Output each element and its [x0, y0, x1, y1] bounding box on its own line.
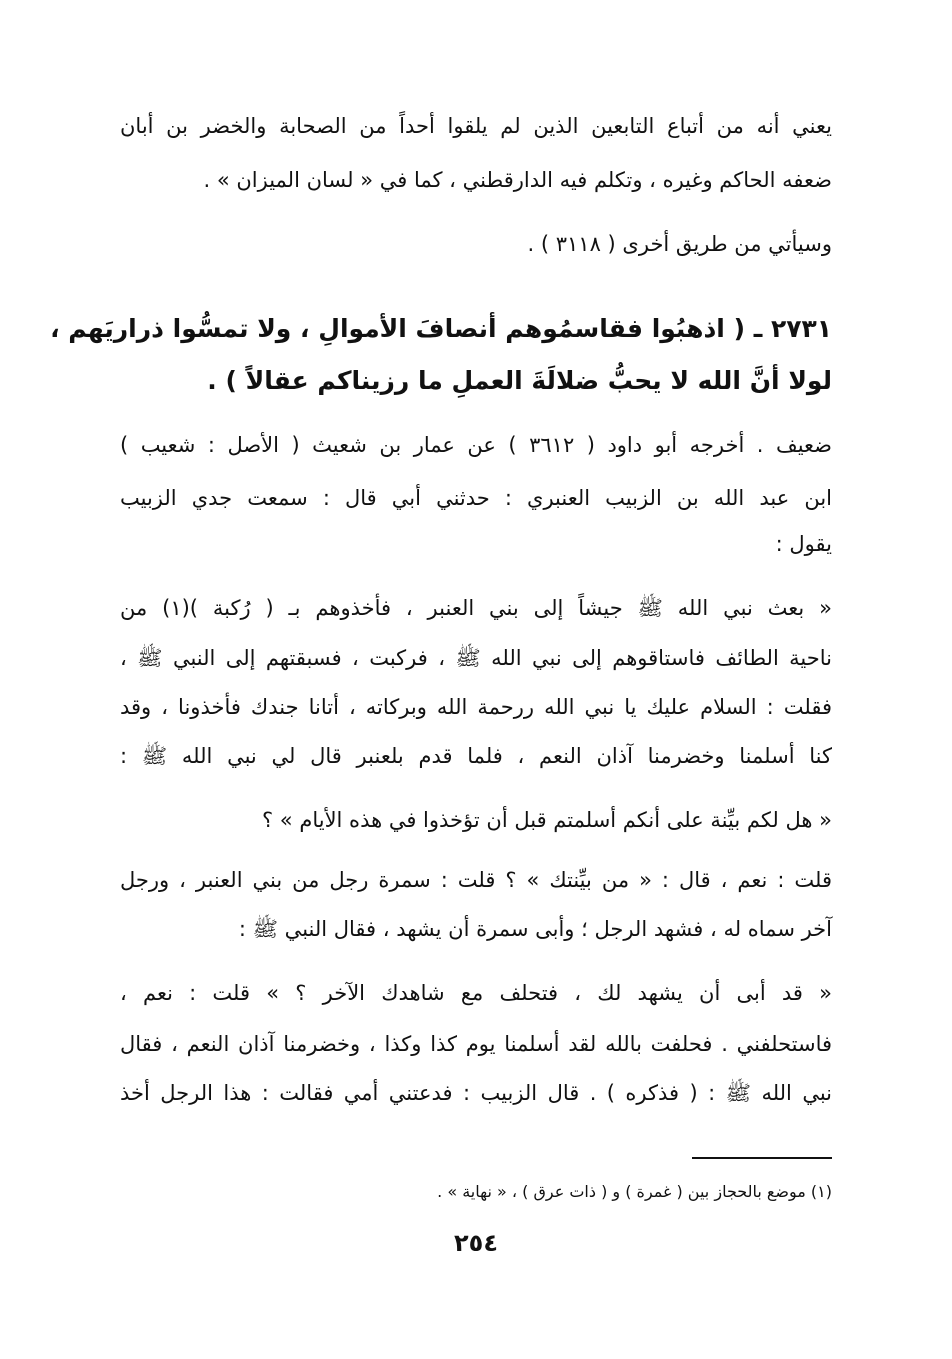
text-line: نبي الله ﷺ : ( فذكره ) . قال الزبيب : فدعتني أمي فقالت : هذا الرجل أخذ — [120, 1081, 832, 1105]
footnote: (١) موضع بالحجاز بين ( غمرة ) و ( ذات عرق ) ، « نهاية » . — [437, 1182, 832, 1201]
text-line: يقول : — [775, 532, 832, 556]
text-line: فقلت : السلام عليك يا نبي الله ررحمة الله وبركاته ، أتانا جندك فأخذونا ، وقد — [120, 695, 832, 719]
hadith-heading-line: ٢٧٣١ ـ ( اذهبُوا فقاسمُوهم أنصافَ الأموالِ ، ولا تمسُّوا ذراريَهم ، — [50, 314, 832, 343]
text-line: « بعث نبي الله ﷺ جيشاً إلى بني العنبر ، فأخذوهم بـ ( رُكبة )(١) من — [120, 596, 832, 620]
text-line: ابن عبد الله بن الزبيب العنبري : حدثني أبي قال : سمعت جدي الزبيب — [120, 486, 832, 510]
hadith-heading-line: لولا أنَّ الله لا يحبُّ ضلالَةَ العملِ ما رزيناكم عقالاً ) . — [207, 366, 832, 395]
text-line: ضعيف . أخرجه أبو داود ( ٣٦١٢ ) عن عمار بن شعيث ( الأصل : شعيب ) — [120, 433, 832, 457]
text-line: كنا أسلمنا وخضرمنا آذان النعم ، فلما قدم بلعنبر قال لي نبي الله ﷺ : — [120, 744, 832, 768]
text-line: ضعفه الحاكم وغيره ، وتكلم فيه الدارقطني ، كما في « لسان الميزان » . — [203, 168, 832, 192]
text-line: يعني أنه من أتباع التابعين الذين لم يلقوا أحداً من الصحابة والخضر بن أبان — [120, 114, 832, 138]
text-line: قلت : نعم ، قال : « من بيِّنتك » ؟ قلت : سمرة رجل من بني العنبر ، ورجل — [120, 868, 832, 892]
text-line: « هل لكم بيِّنة على أنكم أسلمتم قبل أن تؤخذوا في هذه الأيام » ؟ — [261, 808, 832, 832]
page-number: ٢٥٤ — [454, 1229, 498, 1257]
text-line: « قد أبى أن يشهد لك ، فتحلف مع شاهدك الآخر ؟ » قلت : نعم ، — [120, 981, 832, 1005]
footnote-divider — [692, 1157, 832, 1159]
text-line: وسيأتي من طريق أخرى ( ٣١١٨ ) . — [527, 232, 832, 256]
text-line: فاستحلفني . فحلفت بالله لقد أسلمنا يوم كذا وكذا ، وخضرمنا آذان النعم ، فقال — [120, 1032, 832, 1056]
text-line: آخر سماه له ، فشهد الرجل ؛ وأبى سمرة أن يشهد ، فقال النبي ﷺ : — [238, 917, 832, 941]
text-line: ناحية الطائف فاستاقوهم إلى نبي الله ﷺ ، فركبت ، فسبقتهم إلى النبي ﷺ ، — [120, 646, 832, 670]
